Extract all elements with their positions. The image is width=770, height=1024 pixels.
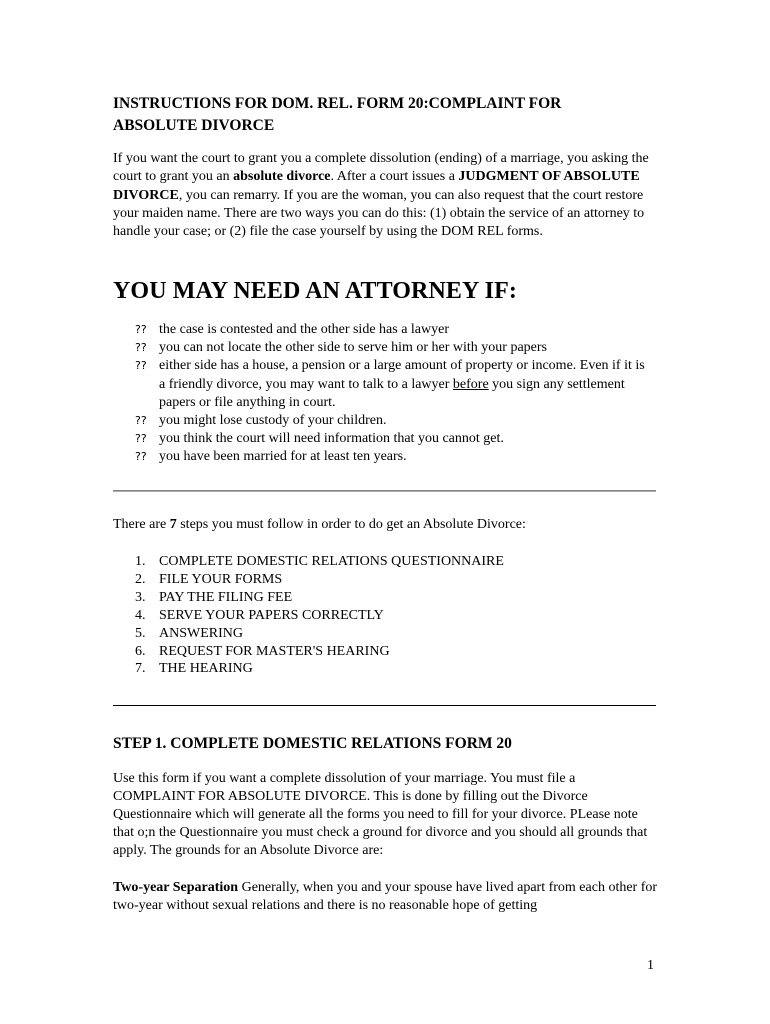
two-year-label: Two-year Separation <box>113 880 239 895</box>
step1-paragraph: Use this form if you want a complete dissolution of your marriage. You must file a COMPLAINT FOR ABSOLUTE DIVORCE. This is done by filling out the Divorce Questionnaire which will generate all the forms you need to fill for your divorce. PLease note that o;n the Questionnaire you must check a ground for divorce and you should all grounds that apply. The grounds for an Absolute Divorce are: <box>113 771 648 858</box>
step1-heading: STEP 1. COMPLETE DOMESTIC RELATIONS FORM 20 <box>113 735 512 752</box>
step-label: PAY THE FILING FEE <box>159 589 293 605</box>
intro-bold-absolute-divorce: absolute divorce <box>233 169 331 185</box>
title-line-1: INSTRUCTIONS FOR DOM. REL. FORM 20:COMPLAINT FOR <box>113 95 562 112</box>
bullet-text: you might lose custody of your children. <box>159 413 387 429</box>
list-item <box>135 321 645 339</box>
intro-paragraph <box>113 150 658 241</box>
steps-intro-c: steps you must follow in order to do get an Absolute Divorce: <box>176 517 526 532</box>
step-label: THE HEARING <box>159 661 253 677</box>
bullet-text: you have been married for at least ten years. <box>159 449 407 465</box>
page-number: 1 <box>647 958 654 973</box>
horizontal-divider <box>113 490 656 492</box>
bullet-marker: ?? <box>135 341 147 355</box>
bullet-text-b: you sign any settlement papers or file anything in court. <box>159 376 625 410</box>
list-item <box>135 643 635 661</box>
attorney-heading: YOU MAY NEED AN ATTORNEY IF: <box>113 278 517 304</box>
list-item <box>135 553 635 571</box>
intro-bold-judgment: JUDGMENT OF ABSOLUTE DIVORCE <box>113 169 640 203</box>
document-title <box>113 93 658 137</box>
step-number: 4. <box>135 607 146 623</box>
list-item <box>135 448 645 466</box>
bullet-marker: ?? <box>135 450 147 464</box>
bullet-text: the case is contested and the other side has a lawyer <box>159 322 450 337</box>
bullet-marker: ?? <box>135 414 147 428</box>
two-year-text: Generally, when you and your spouse have lived apart from each other for two-year without sexual relations and there is no reasonable hope of getting <box>113 880 658 913</box>
list-item <box>135 430 645 448</box>
list-item <box>135 660 635 678</box>
step-label: FILE YOUR FORMS <box>159 571 283 587</box>
list-item <box>135 339 645 357</box>
step-number: 5. <box>135 625 146 641</box>
bullet-marker: ?? <box>135 323 147 336</box>
step-number: 2. <box>135 571 146 587</box>
bullet-marker: ?? <box>135 359 147 373</box>
step-number: 7. <box>135 661 146 677</box>
title-line-2: ABSOLUTE DIVORCE <box>113 117 275 134</box>
steps-list <box>135 553 635 678</box>
step-number: 3. <box>135 589 146 605</box>
steps-intro-a: There are <box>113 517 170 532</box>
steps-count: 7 <box>169 517 177 532</box>
bullet-text: you think the court will need information that you cannot get. <box>159 431 504 447</box>
list-item <box>135 607 635 625</box>
list-item <box>135 571 635 589</box>
attorney-bullet-list <box>135 321 645 467</box>
intro-text-1: If you want the court to grant you a complete dissolution (ending) of a marriage, you asking the court to grant you an <box>113 151 649 185</box>
intro-text-3: , you can remarry. If you are the woman, you can also request that the court restore your maiden name. There are two ways you can do this: (1) obtain the service of an attorney to handle your case; or (2) file the case yourself by using the DOM REL forms. <box>113 187 645 240</box>
list-item <box>135 357 645 412</box>
step-label: COMPLETE DOMESTIC RELATIONS QUESTIONNAIRE <box>159 554 504 569</box>
bullet-underline-before: before <box>452 376 489 392</box>
intro-text-2: . After a court issues a <box>330 169 459 185</box>
step-number: 1. <box>135 554 146 569</box>
two-year-separation-paragraph <box>113 879 658 915</box>
steps-intro <box>113 516 658 534</box>
list-item <box>135 412 645 430</box>
list-item <box>135 589 635 607</box>
bullet-text: you can not locate the other side to serve him or her with your papers <box>159 340 547 356</box>
step-number: 6. <box>135 643 146 659</box>
horizontal-divider <box>113 705 656 706</box>
step-label: REQUEST FOR MASTER'S HEARING <box>159 643 390 659</box>
bullet-text-a: either side has a house, a pension or a large amount of property or income. Even if it is a friendly divorce, you may want to talk to a lawyer <box>159 358 645 392</box>
bullet-marker: ?? <box>135 432 147 446</box>
list-item <box>135 625 635 643</box>
step-label: SERVE YOUR PAPERS CORRECTLY <box>159 607 384 623</box>
step-label: ANSWERING <box>159 625 243 641</box>
